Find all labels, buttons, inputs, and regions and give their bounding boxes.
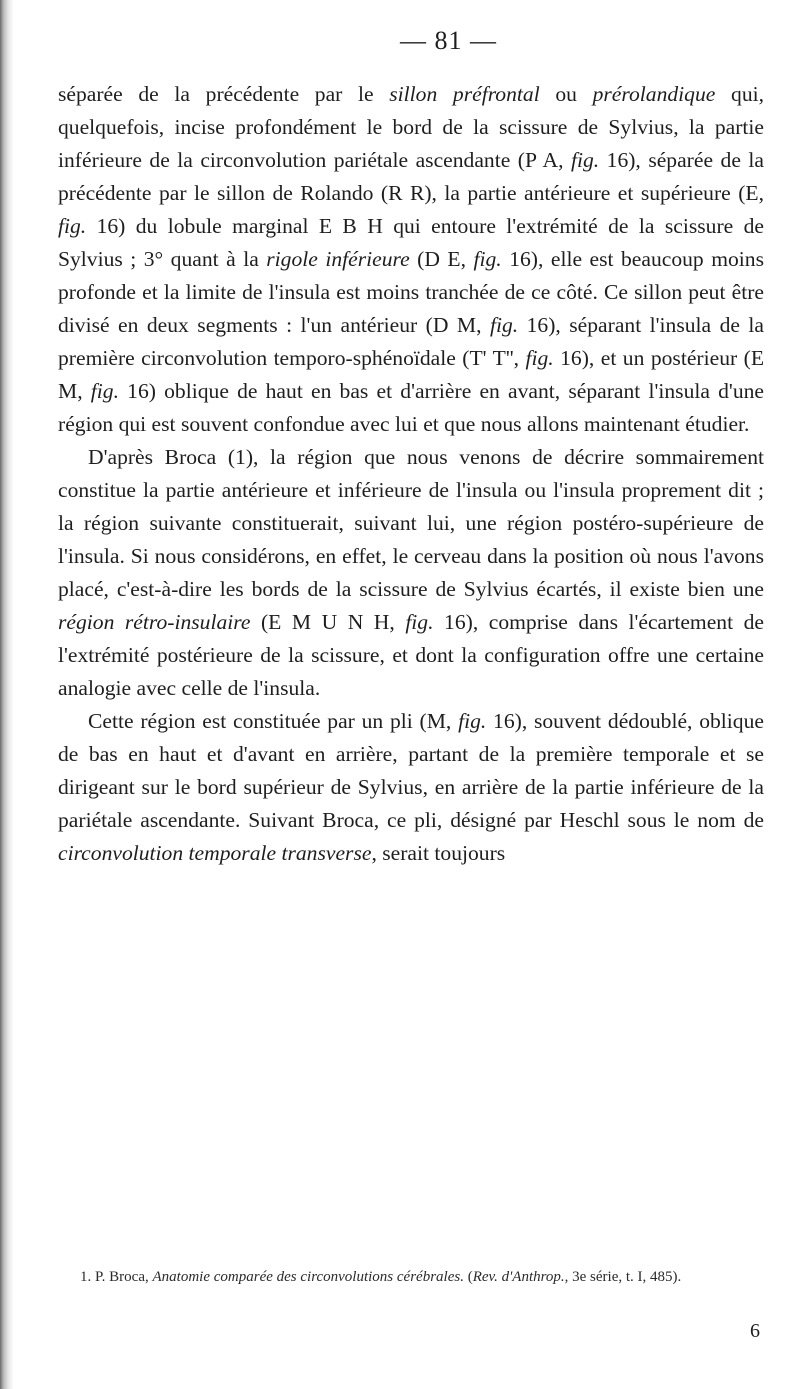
- body-text: [58, 78, 764, 870]
- text-run: séparée de la précédente par le: [58, 82, 390, 106]
- italic-run: fig.: [58, 214, 87, 238]
- italic-run: Rev. d'Anthrop.: [472, 1269, 565, 1285]
- text-run: D'après Broca (1), la région que nous venons de décrire sommairement constitue la partie antérieure et inférieure de l'insula ou l'insula proprement dit ; la région suivante constituerait, suivant lui, une région postéro-supérieure de l'insula. Si nous considérons, en effet, le cerveau dans la position où nous l'avons placé, c'est-à-dire les bords de la scissure de Sylvius écartés, il existe bien une: [58, 445, 764, 601]
- text-run: ou: [539, 82, 593, 106]
- text-run: , 3e série, t. I, 485).: [564, 1269, 682, 1285]
- italic-run: prérolandique: [592, 82, 716, 106]
- italic-run: fig.: [489, 313, 519, 337]
- text-run: 16), souvent dédoublé, oblique de bas en haut et d'avant en arrière, partant de la première temporale et se dirigeant sur le bord supérieur de Sylvius, en arrière de la partie inférieure de la pariétale ascendante. Suivant Broca, ce pli, désigné par Heschl sous le nom de: [58, 709, 764, 832]
- text-run: 16), comprise dans l'écartement de l'extrémité postérieure de la scissure, et dont la configuration offre une certaine analogie avec celle de l'insula.: [58, 610, 764, 700]
- text-run: 16), elle est beaucoup moins profonde et la limite de l'insula est moins tranchée de ce côté. Ce sillon peut être divisé en deux segments : l'un antérieur (D M,: [58, 247, 764, 337]
- text-run: 16), et un postérieur (E M,: [58, 346, 765, 403]
- text-run: (D E,: [409, 247, 474, 271]
- page-number: — 81 —: [400, 26, 497, 55]
- signature-mark: 6: [750, 1320, 760, 1342]
- italic-run: fig.: [405, 610, 434, 634]
- text-run: 16), séparée de la précédente par le sillon de Rolando (R R), la partie antérieure et supérieure (E,: [58, 148, 764, 205]
- italic-run: fig.: [525, 346, 554, 370]
- italic-run: circonvolution temporale transverse: [58, 841, 372, 865]
- page-edge-shadow: [0, 0, 14, 1389]
- text-run: (: [463, 1269, 473, 1285]
- text-run: Cette région est constituée par un pli (M,: [88, 709, 459, 733]
- text-run: 16), séparant l'insula de la première circonvolution temporo-sphénoïdale (T' T'',: [58, 313, 764, 370]
- italic-run: fig.: [570, 148, 600, 172]
- footnote: [58, 1268, 764, 1287]
- text-run: qui, quelquefois, incise profondément le bord de la scissure de Sylvius, la partie inférieure de la circonvolution pariétale ascendante (P A,: [58, 82, 765, 172]
- italic-run: région rétro-insulaire: [58, 610, 251, 634]
- italic-run: fig.: [90, 379, 119, 403]
- italic-run: fig.: [458, 709, 487, 733]
- text-run: (E M U N H,: [250, 610, 406, 634]
- italic-run: fig.: [473, 247, 502, 271]
- text-run: 1. P. Broca,: [80, 1269, 153, 1285]
- paragraph-2: [58, 441, 764, 705]
- italic-run: sillon préfrontal: [389, 82, 540, 106]
- italic-run: Anatomie comparée des circonvolutions cérébrales.: [152, 1269, 464, 1285]
- paragraph-1: [58, 78, 764, 441]
- text-run: 16) du lobule marginal E B H qui entoure l'extrémité de la scissure de Sylvius ; 3° quant à la: [58, 214, 764, 271]
- paragraph-3: [58, 705, 764, 870]
- text-run: , serait toujours: [371, 841, 506, 865]
- italic-run: rigole inférieure: [266, 247, 410, 271]
- text-run: 16) oblique de haut en bas et d'arrière en avant, séparant l'insula d'une région qui est souvent confondue avec lui et que nous allons maintenant étudier.: [58, 379, 765, 436]
